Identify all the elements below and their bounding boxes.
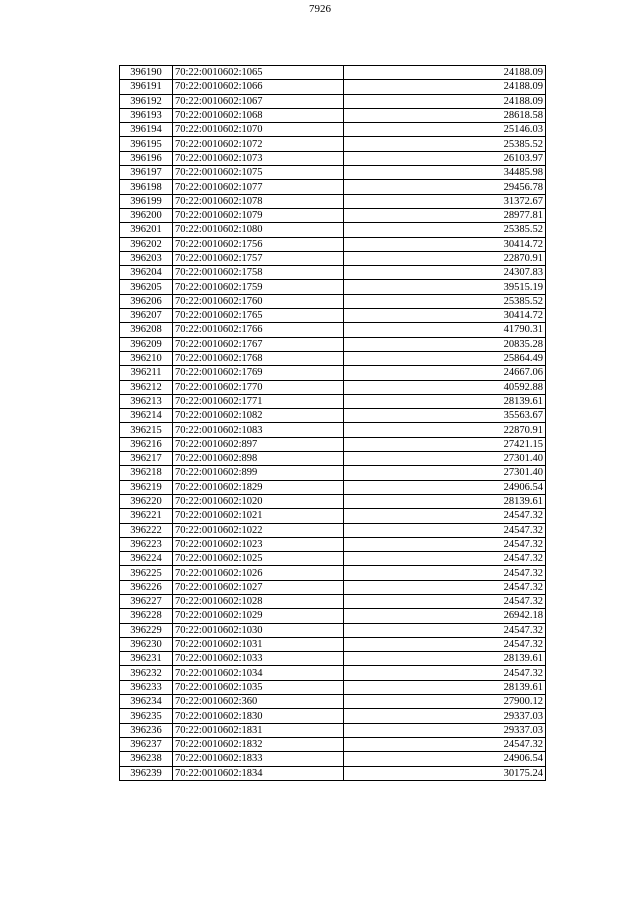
row-number-cell: 396204	[120, 266, 173, 280]
cadastral-number-cell: 70:22:0010602:1766	[173, 323, 344, 337]
cadastral-value-cell: 24307.83	[344, 266, 546, 280]
cadastral-value-cell: 24547.32	[344, 637, 546, 651]
cadastral-number-cell: 70:22:0010602:1760	[173, 294, 344, 308]
cadastral-number-cell: 70:22:0010602:1078	[173, 194, 344, 208]
cadastral-number-cell: 70:22:0010602:1034	[173, 666, 344, 680]
row-number-cell: 396230	[120, 637, 173, 651]
cadastral-value-cell: 27421.15	[344, 437, 546, 451]
row-number-cell: 396198	[120, 180, 173, 194]
cadastral-number-cell: 70:22:0010602:1065	[173, 66, 344, 80]
table-row	[120, 580, 546, 594]
table-row	[120, 280, 546, 294]
cadastral-value-cell: 30414.72	[344, 309, 546, 323]
row-number-cell: 396218	[120, 466, 173, 480]
table-row	[120, 766, 546, 780]
table-row	[120, 108, 546, 122]
cadastral-number-cell: 70:22:0010602:1757	[173, 251, 344, 265]
cadastral-value-cell: 24547.32	[344, 523, 546, 537]
cadastral-value-cell: 35563.67	[344, 409, 546, 423]
cadastral-value-cell: 24188.09	[344, 80, 546, 94]
row-number-cell: 396195	[120, 137, 173, 151]
table-row	[120, 409, 546, 423]
row-number-cell: 396222	[120, 523, 173, 537]
cadastral-number-cell: 70:22:0010602:1830	[173, 709, 344, 723]
table-row	[120, 151, 546, 165]
cadastral-number-cell: 70:22:0010602:1033	[173, 652, 344, 666]
table-row	[120, 208, 546, 222]
row-number-cell: 396232	[120, 666, 173, 680]
row-number-cell: 396203	[120, 251, 173, 265]
row-number-cell: 396215	[120, 423, 173, 437]
row-number-cell: 396212	[120, 380, 173, 394]
table-row	[120, 509, 546, 523]
cadastral-number-cell: 70:22:0010602:1082	[173, 409, 344, 423]
table-row	[120, 552, 546, 566]
cadastral-number-cell: 70:22:0010602:1756	[173, 237, 344, 251]
cadastral-value-cell: 24188.09	[344, 94, 546, 108]
cadastral-value-cell: 30175.24	[344, 766, 546, 780]
table-row	[120, 666, 546, 680]
row-number-cell: 396236	[120, 723, 173, 737]
row-number-cell: 396234	[120, 695, 173, 709]
row-number-cell: 396223	[120, 537, 173, 551]
row-number-cell: 396208	[120, 323, 173, 337]
cadastral-value-cell: 24906.54	[344, 752, 546, 766]
cadastral-number-cell: 70:22:0010602:1765	[173, 309, 344, 323]
row-number-cell: 396213	[120, 394, 173, 408]
table-row	[120, 123, 546, 137]
table-row	[120, 266, 546, 280]
cadastral-value-cell: 30414.72	[344, 237, 546, 251]
cadastral-value-cell: 28139.61	[344, 494, 546, 508]
table-row	[120, 80, 546, 94]
row-number-cell: 396216	[120, 437, 173, 451]
cadastral-value-cell: 22870.91	[344, 423, 546, 437]
table-row	[120, 251, 546, 265]
row-number-cell: 396220	[120, 494, 173, 508]
table-row	[120, 166, 546, 180]
cadastral-value-cell: 29456.78	[344, 180, 546, 194]
cadastral-value-cell: 28618.58	[344, 108, 546, 122]
cadastral-number-cell: 70:22:0010602:1030	[173, 623, 344, 637]
table-row	[120, 594, 546, 608]
cadastral-number-cell: 70:22:0010602:1026	[173, 566, 344, 580]
cadastral-value-cell: 28977.81	[344, 208, 546, 222]
cadastral-value-table	[119, 65, 546, 781]
cadastral-number-cell: 70:22:0010602:1068	[173, 108, 344, 122]
cadastral-number-cell: 70:22:0010602:1829	[173, 480, 344, 494]
cadastral-number-cell: 70:22:0010602:1035	[173, 680, 344, 694]
cadastral-value-cell: 40592.88	[344, 380, 546, 394]
cadastral-value-cell: 25385.52	[344, 137, 546, 151]
table-row	[120, 566, 546, 580]
cadastral-number-cell: 70:22:0010602:1834	[173, 766, 344, 780]
row-number-cell: 396221	[120, 509, 173, 523]
cadastral-value-cell: 24188.09	[344, 66, 546, 80]
row-number-cell: 396224	[120, 552, 173, 566]
cadastral-value-cell: 24547.32	[344, 552, 546, 566]
row-number-cell: 396192	[120, 94, 173, 108]
row-number-cell: 396219	[120, 480, 173, 494]
cadastral-value-cell: 25146.03	[344, 123, 546, 137]
table-row	[120, 480, 546, 494]
cadastral-number-cell: 70:22:0010602:1083	[173, 423, 344, 437]
row-number-cell: 396226	[120, 580, 173, 594]
cadastral-value-cell: 24547.32	[344, 509, 546, 523]
row-number-cell: 396193	[120, 108, 173, 122]
table-row	[120, 737, 546, 751]
row-number-cell: 396228	[120, 609, 173, 623]
cadastral-number-cell: 70:22:0010602:1066	[173, 80, 344, 94]
row-number-cell: 396194	[120, 123, 173, 137]
cadastral-number-cell: 70:22:0010602:1758	[173, 266, 344, 280]
cadastral-number-cell: 70:22:0010602:1029	[173, 609, 344, 623]
row-number-cell: 396231	[120, 652, 173, 666]
table-row	[120, 709, 546, 723]
cadastral-number-cell: 70:22:0010602:360	[173, 695, 344, 709]
row-number-cell: 396205	[120, 280, 173, 294]
cadastral-value-cell: 24547.32	[344, 594, 546, 608]
cadastral-value-cell: 24547.32	[344, 623, 546, 637]
cadastral-value-cell: 24547.32	[344, 580, 546, 594]
table-row	[120, 466, 546, 480]
row-number-cell: 396209	[120, 337, 173, 351]
table-row	[120, 680, 546, 694]
cadastral-number-cell: 70:22:0010602:1833	[173, 752, 344, 766]
cadastral-number-cell: 70:22:0010602:1067	[173, 94, 344, 108]
cadastral-value-cell: 25385.52	[344, 294, 546, 308]
table-row	[120, 437, 546, 451]
cadastral-number-cell: 70:22:0010602:1771	[173, 394, 344, 408]
cadastral-number-cell: 70:22:0010602:897	[173, 437, 344, 451]
cadastral-value-cell: 22870.91	[344, 251, 546, 265]
table-row	[120, 194, 546, 208]
table-row	[120, 180, 546, 194]
cadastral-number-cell: 70:22:0010602:1027	[173, 580, 344, 594]
cadastral-value-cell: 34485.98	[344, 166, 546, 180]
cadastral-value-cell: 28139.61	[344, 394, 546, 408]
cadastral-value-cell: 24547.32	[344, 737, 546, 751]
cadastral-value-cell: 27301.40	[344, 466, 546, 480]
table-row	[120, 452, 546, 466]
table-row	[120, 66, 546, 80]
table-row	[120, 494, 546, 508]
row-number-cell: 396206	[120, 294, 173, 308]
cadastral-value-cell: 24547.32	[344, 566, 546, 580]
cadastral-value-cell: 26103.97	[344, 151, 546, 165]
row-number-cell: 396197	[120, 166, 173, 180]
table-row	[120, 609, 546, 623]
cadastral-number-cell: 70:22:0010602:1079	[173, 208, 344, 222]
cadastral-number-cell: 70:22:0010602:1028	[173, 594, 344, 608]
cadastral-number-cell: 70:22:0010602:1022	[173, 523, 344, 537]
table-row	[120, 309, 546, 323]
row-number-cell: 396239	[120, 766, 173, 780]
row-number-cell: 396211	[120, 366, 173, 380]
cadastral-value-cell: 27301.40	[344, 452, 546, 466]
cadastral-number-cell: 70:22:0010602:1077	[173, 180, 344, 194]
cadastral-number-cell: 70:22:0010602:1768	[173, 351, 344, 365]
row-number-cell: 396217	[120, 452, 173, 466]
cadastral-number-cell: 70:22:0010602:1023	[173, 537, 344, 551]
cadastral-number-cell: 70:22:0010602:1021	[173, 509, 344, 523]
row-number-cell: 396200	[120, 208, 173, 222]
table-row	[120, 394, 546, 408]
row-number-cell: 396202	[120, 237, 173, 251]
cadastral-value-cell: 24547.32	[344, 666, 546, 680]
cadastral-value-cell: 29337.03	[344, 723, 546, 737]
table-row	[120, 94, 546, 108]
cadastral-value-cell: 39515.19	[344, 280, 546, 294]
table-row	[120, 366, 546, 380]
cadastral-value-cell: 27900.12	[344, 695, 546, 709]
cadastral-number-cell: 70:22:0010602:1025	[173, 552, 344, 566]
cadastral-number-cell: 70:22:0010602:1770	[173, 380, 344, 394]
table-row	[120, 323, 546, 337]
table-row	[120, 337, 546, 351]
cadastral-value-cell: 31372.67	[344, 194, 546, 208]
cadastral-number-cell: 70:22:0010602:1020	[173, 494, 344, 508]
cadastral-number-cell: 70:22:0010602:1070	[173, 123, 344, 137]
cadastral-value-cell: 20835.28	[344, 337, 546, 351]
cadastral-value-cell: 41790.31	[344, 323, 546, 337]
row-number-cell: 396191	[120, 80, 173, 94]
row-number-cell: 396235	[120, 709, 173, 723]
row-number-cell: 396229	[120, 623, 173, 637]
cadastral-value-cell: 28139.61	[344, 652, 546, 666]
cadastral-value-cell: 26942.18	[344, 609, 546, 623]
cadastral-number-cell: 70:22:0010602:1073	[173, 151, 344, 165]
row-number-cell: 396214	[120, 409, 173, 423]
cadastral-number-cell: 70:22:0010602:899	[173, 466, 344, 480]
table-row	[120, 537, 546, 551]
table-row	[120, 223, 546, 237]
cadastral-number-cell: 70:22:0010602:1767	[173, 337, 344, 351]
cadastral-value-cell: 29337.03	[344, 709, 546, 723]
row-number-cell: 396196	[120, 151, 173, 165]
cadastral-number-cell: 70:22:0010602:1072	[173, 137, 344, 151]
cadastral-value-cell: 25864.49	[344, 351, 546, 365]
table-row	[120, 237, 546, 251]
row-number-cell: 396233	[120, 680, 173, 694]
cadastral-number-cell: 70:22:0010602:1832	[173, 737, 344, 751]
row-number-cell: 396199	[120, 194, 173, 208]
cadastral-number-cell: 70:22:0010602:1769	[173, 366, 344, 380]
cadastral-number-cell: 70:22:0010602:1080	[173, 223, 344, 237]
cadastral-number-cell: 70:22:0010602:1831	[173, 723, 344, 737]
cadastral-value-cell: 24906.54	[344, 480, 546, 494]
table-row	[120, 380, 546, 394]
cadastral-number-cell: 70:22:0010602:1759	[173, 280, 344, 294]
table-row	[120, 423, 546, 437]
cadastral-number-cell: 70:22:0010602:1031	[173, 637, 344, 651]
table-row	[120, 637, 546, 651]
row-number-cell: 396238	[120, 752, 173, 766]
row-number-cell: 396227	[120, 594, 173, 608]
row-number-cell: 396190	[120, 66, 173, 80]
cadastral-value-cell: 28139.61	[344, 680, 546, 694]
table-row	[120, 752, 546, 766]
row-number-cell: 396225	[120, 566, 173, 580]
row-number-cell: 396237	[120, 737, 173, 751]
row-number-cell: 396210	[120, 351, 173, 365]
page-number: 7926	[309, 3, 331, 15]
cadastral-number-cell: 70:22:0010602:1075	[173, 166, 344, 180]
row-number-cell: 396207	[120, 309, 173, 323]
table-body	[120, 66, 546, 781]
table-row	[120, 623, 546, 637]
cadastral-value-cell: 25385.52	[344, 223, 546, 237]
cadastral-value-cell: 24547.32	[344, 537, 546, 551]
table-row	[120, 523, 546, 537]
table-row	[120, 294, 546, 308]
table-row	[120, 723, 546, 737]
table-row	[120, 652, 546, 666]
row-number-cell: 396201	[120, 223, 173, 237]
table-row	[120, 137, 546, 151]
cadastral-number-cell: 70:22:0010602:898	[173, 452, 344, 466]
table-row	[120, 695, 546, 709]
cadastral-value-cell: 24667.06	[344, 366, 546, 380]
table-row	[120, 351, 546, 365]
